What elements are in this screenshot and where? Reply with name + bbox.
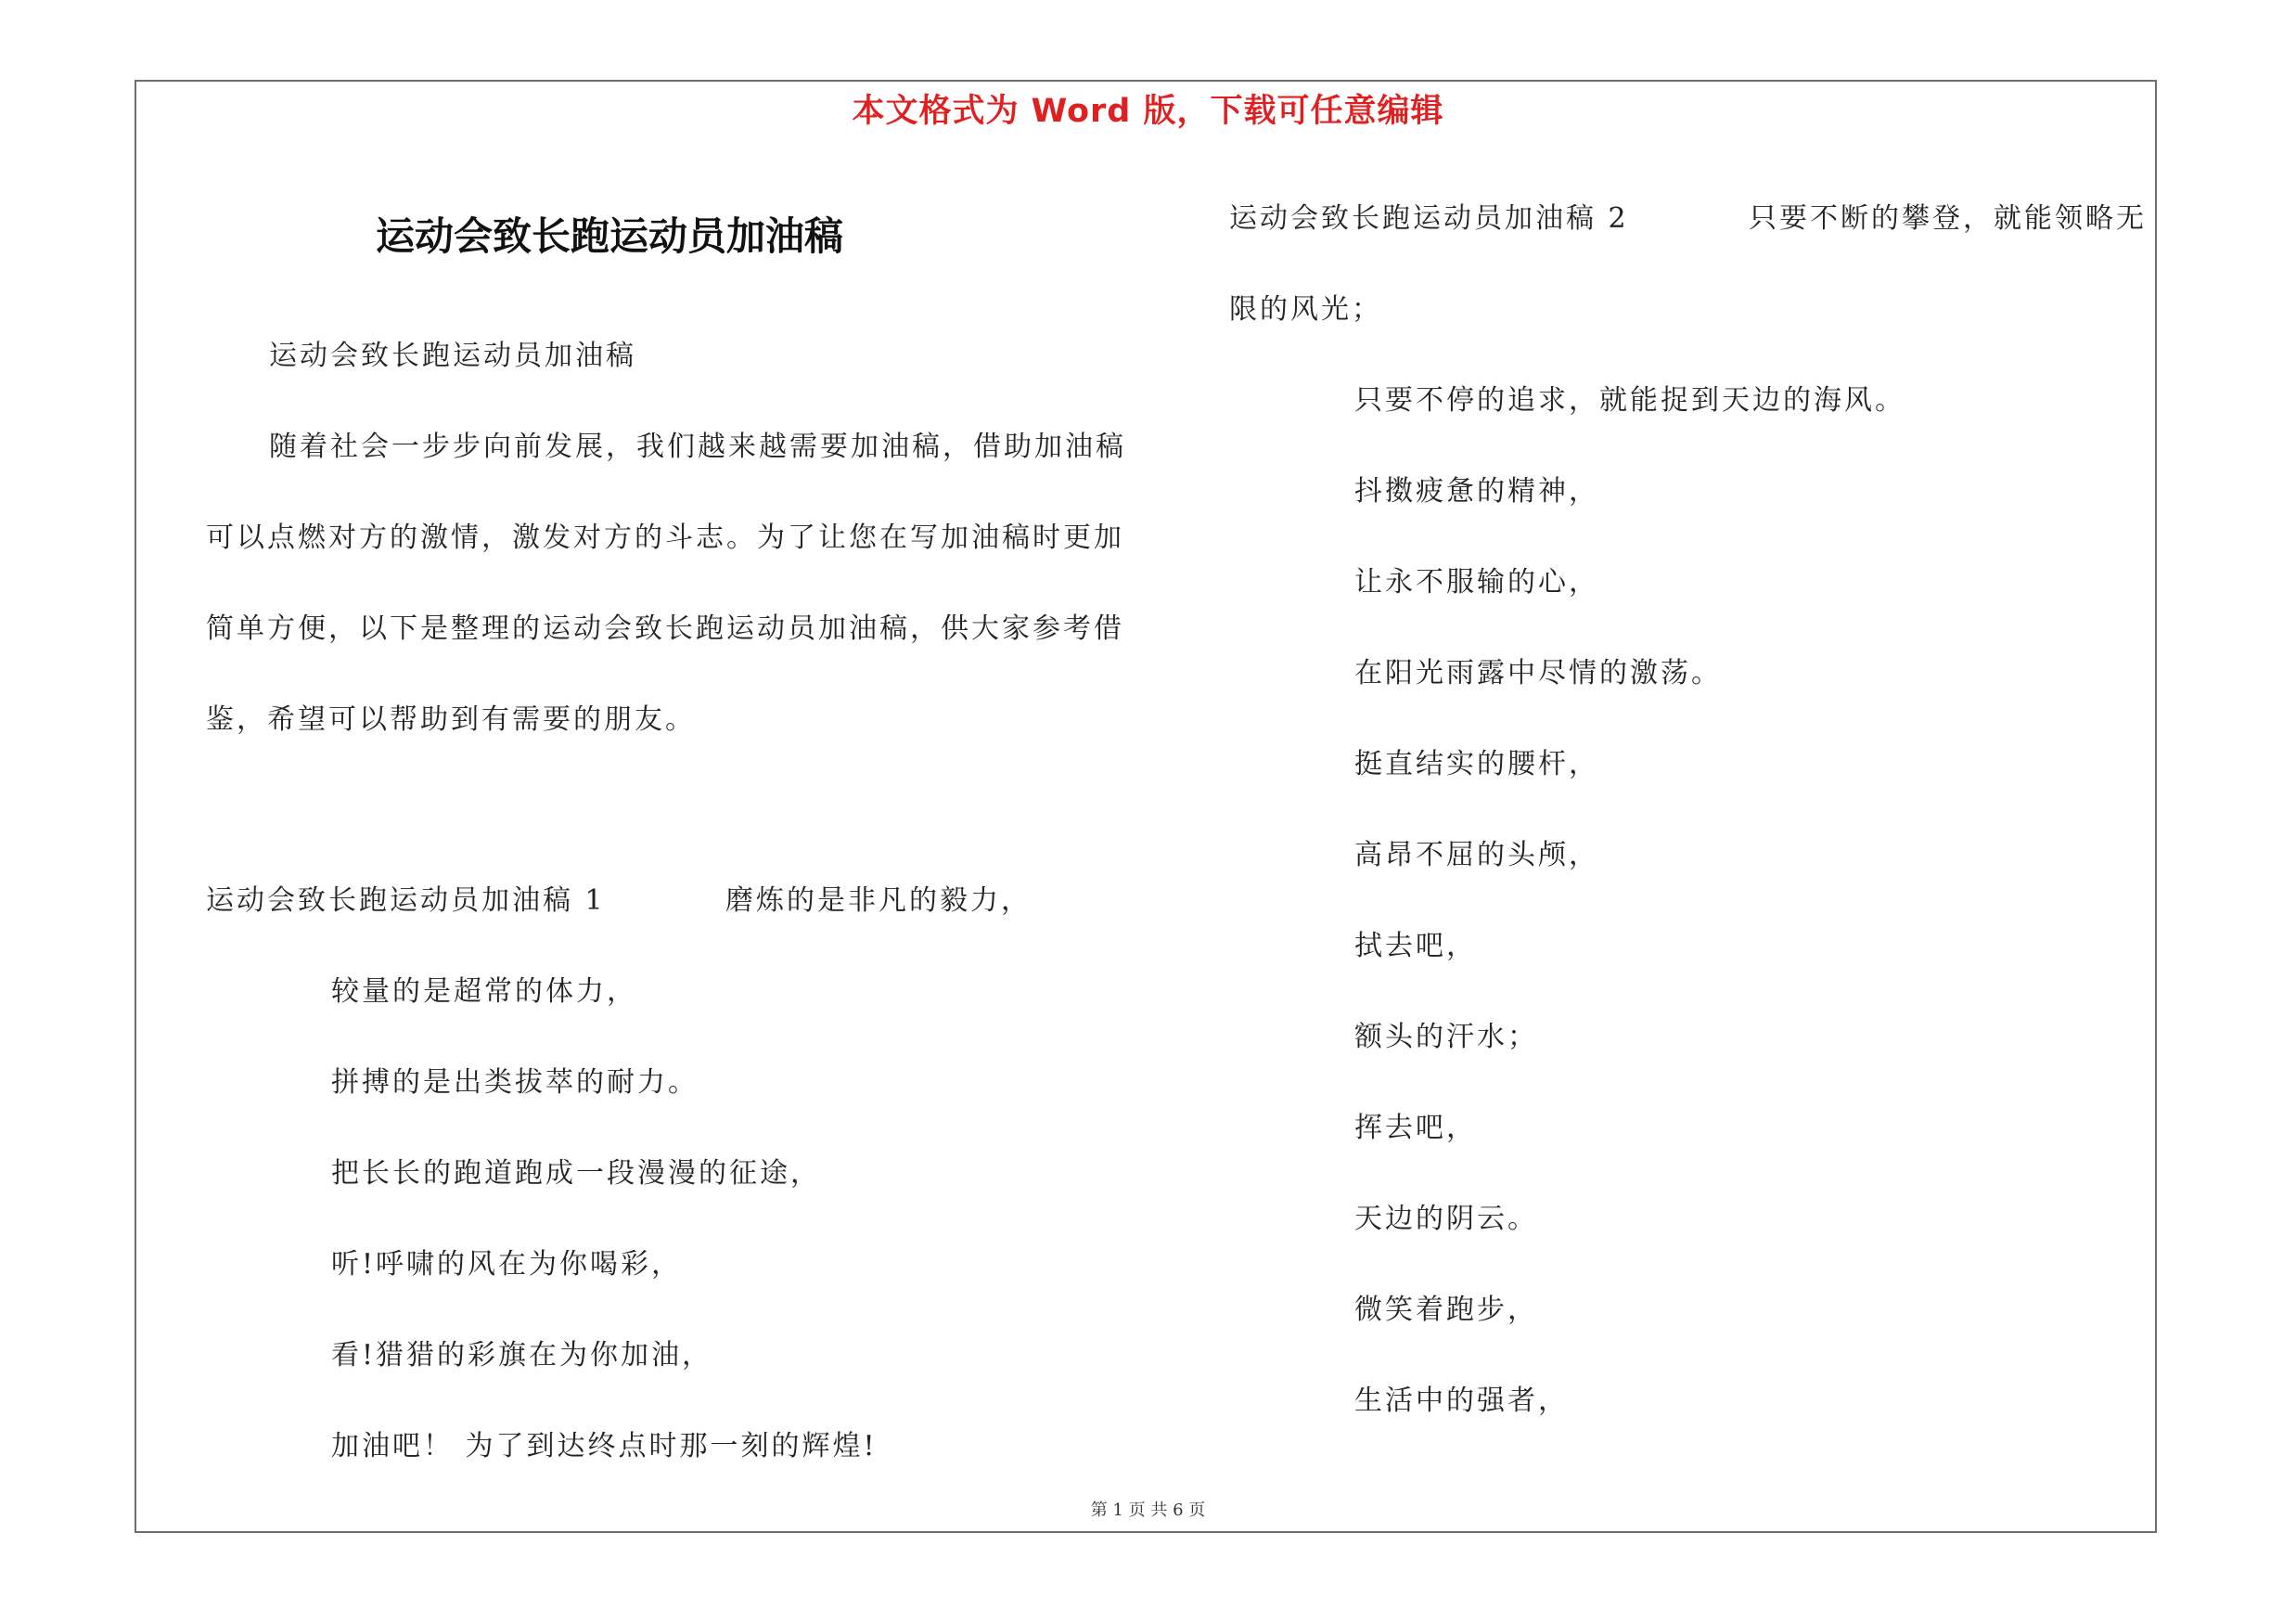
poem-line: 拭去吧， [1354,930,1477,962]
poem-line: 限的风光； [1229,293,1382,326]
poem-line: 加油吧！ 为了到达终点时那一刻的辉煌! [331,1430,878,1462]
poem-line: 天边的阴云。 [1354,1203,1538,1235]
section-heading-1: 运动会致长跑运动员加油稿 1 [206,884,606,917]
poem-line: 拼搏的是出类拔萃的耐力。 [331,1066,699,1099]
page-number: 第 1 页 共 6 页 [1090,1501,1206,1520]
poem-line: 听!呼啸的风在为你喝彩， [331,1248,683,1281]
poem-line: 挥去吧， [1354,1112,1477,1144]
poem-line: 微笑着跑步， [1354,1294,1538,1326]
poem-line: 只要不停的追求，就能捉到天边的海风。 [1354,384,1905,417]
poem-line: 在阳光雨露中尽情的激荡。 [1354,657,1722,689]
intro-line: 简单方便，以下是整理的运动会致长跑运动员加油稿，供大家参考借 [206,612,1124,645]
poem-line: 高昂不屈的头颅， [1354,839,1599,871]
intro-line: 可以点燃对方的激情，激发对方的斗志。为了让您在写加油稿时更加 [206,522,1124,554]
document-title: 运动会致长跑运动员加油稿 [376,213,844,259]
poem-line: 生活中的强者， [1354,1385,1569,1417]
poem-line: 只要不断的攀登，就能领略无 [1749,202,2147,235]
subtitle: 运动会致长跑运动员加油稿 [269,340,636,372]
poem-line: 挺直结实的腰杆， [1354,748,1599,780]
format-banner: 本文格式为 Word 版，下载可任意编辑 [852,93,1444,130]
poem-line: 额头的汗水； [1354,1021,1538,1053]
poem-line: 把长长的跑道跑成一段漫漫的征途， [331,1157,821,1190]
poem-line: 磨炼的是非凡的毅力， [725,884,1032,917]
intro-line: 随着社会一步步向前发展，我们越来越需要加油稿，借助加油稿 [269,431,1126,463]
poem-line: 让永不服输的心， [1354,566,1599,599]
poem-line: 抖擞疲惫的精神， [1354,475,1599,508]
poem-line: 较量的是超常的体力， [331,975,637,1008]
section-heading-2: 运动会致长跑运动员加油稿 2 [1229,202,1629,235]
poem-line: 看!猎猎的彩旗在为你加油， [331,1339,713,1372]
intro-line: 鉴，希望可以帮助到有需要的朋友。 [206,703,696,736]
page-border [135,80,2157,1533]
